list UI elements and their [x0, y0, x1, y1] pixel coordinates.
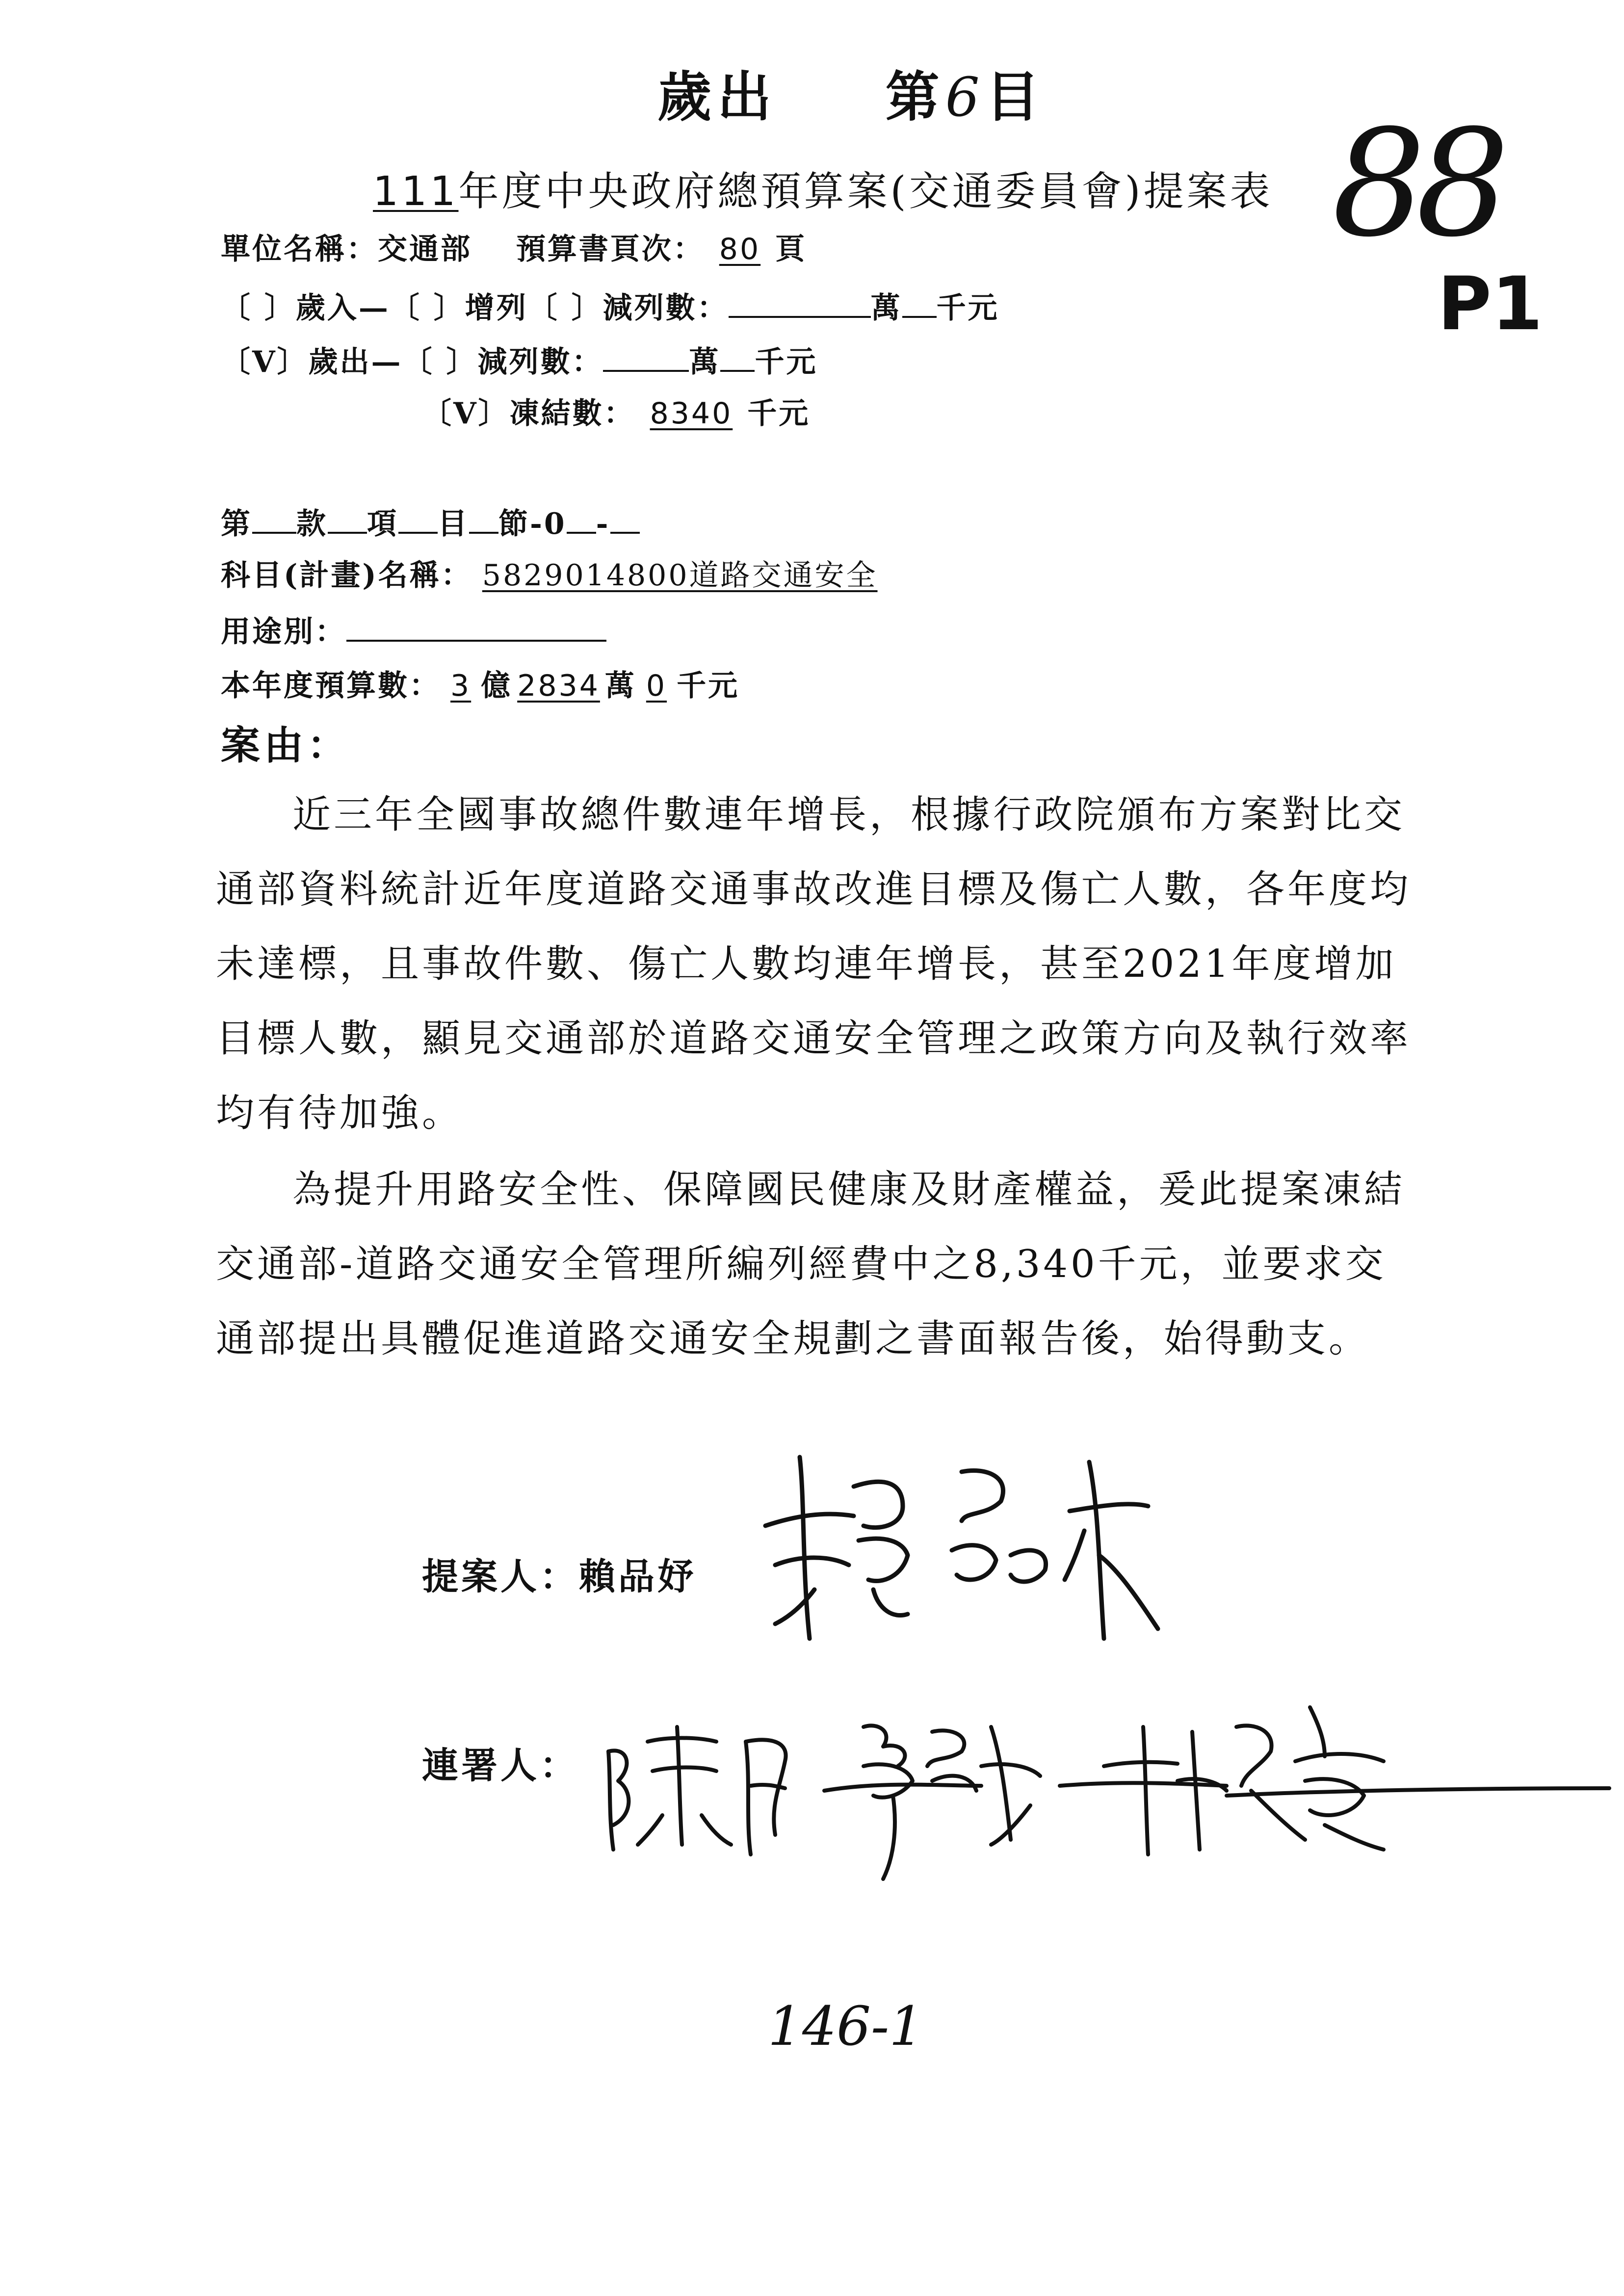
subject-row [221, 552, 888, 594]
page-label: 預算書頁次： [516, 232, 705, 266]
proposer-signature [756, 1442, 1197, 1653]
budget-wan-unit: 萬 [604, 669, 636, 703]
section-row [221, 500, 640, 543]
kuan-blank [252, 502, 296, 534]
unit-row [221, 226, 807, 268]
freeze-label: 凍結數： [509, 396, 635, 431]
usage-row [221, 608, 606, 651]
section-di: 第 [221, 507, 252, 541]
case-paragraph-2: 為提升用路安全性、保障國民健康及財產權益，爰此提案凍結交通部-道路交通安全管理所編列經費中之8,340千元，並要求交通部提出具體促進道路交通安全規劃之書面報告後，始得動支。 [216, 1168, 1406, 1361]
xiang-blank [328, 502, 367, 534]
item-label-pre: 第 [885, 65, 945, 129]
revenue-wan-blank [729, 287, 871, 318]
expense-checkbox: 〔V〕 [221, 345, 309, 379]
subject-value: 5829014800道路交通安全 [482, 558, 878, 593]
budget-yi-unit: 億 [481, 669, 513, 703]
unit-value: 交通部 [378, 232, 472, 266]
expense-wan: 萬 [689, 345, 721, 379]
budget-label: 本年度預算數： [221, 669, 441, 703]
proposer-line [422, 1548, 697, 1600]
decrease-label: 減列數： [602, 291, 729, 325]
budget-wan-value: 2834 [517, 669, 600, 703]
freeze-checkbox: 〔V〕 [422, 396, 510, 431]
expense-label: 歲出— [308, 345, 403, 379]
title-text: 年度中央政府總預算案(交通委員會)提案表 [458, 168, 1273, 215]
expense-qian-blank [720, 340, 755, 372]
section-kuan: 款 [296, 507, 328, 541]
section-dash: - [596, 507, 610, 541]
proposer-name: 賴品妤 [579, 1556, 697, 1598]
increase-label: 增列 [465, 291, 528, 325]
mu-blank [398, 502, 438, 534]
cosigner-signatures [589, 1668, 1619, 1894]
case-paragraph-1: 近三年全國事故總件數連年增長，根據行政院頒布方案對比交通部資料統計近年度道路交通事故改進目標及傷亡人數，各年度均未達標，且事故件數、傷亡人數均連年增長，甚至2021年度增加目標人數，顯見交通部於道路交通安全管理之政策方向及執行效率均有待加強。 [216, 793, 1412, 1135]
form-title [373, 159, 1273, 217]
proposer-label: 提案人： [422, 1556, 579, 1598]
decrease-checkbox: 〔 〕 [527, 291, 603, 325]
cosigner-line [422, 1737, 579, 1789]
usage-blank [346, 610, 606, 642]
revenue-wan: 萬 [870, 291, 902, 325]
dash-blank [610, 502, 640, 534]
expense-row [221, 339, 817, 381]
handwritten-page-mark: P1 [1438, 261, 1543, 347]
budget-yi-value: 3 [450, 669, 471, 703]
increase-checkbox: 〔 〕 [390, 291, 465, 325]
revenue-row [221, 285, 999, 327]
case-body [216, 778, 1418, 1376]
freeze-unit: 千元 [747, 396, 811, 431]
handwritten-footer-page: 146-1 [768, 1995, 924, 2058]
section-jie: 節-0 [498, 507, 567, 541]
expense-wan-blank [603, 340, 689, 372]
cosigner-label: 連署人： [422, 1745, 579, 1787]
section-mu: 目 [438, 507, 469, 541]
page-value: 80 [719, 232, 761, 266]
unit-label: 單位名稱： [221, 232, 378, 266]
revenue-qian: 千元 [936, 291, 999, 325]
revenue-qian-blank [902, 287, 937, 318]
subject-label: 科目(計畫)名稱： [221, 558, 472, 593]
section-xiang: 項 [367, 507, 398, 541]
expense-decrease-label: 減列數： [477, 345, 603, 379]
freeze-value: 8340 [650, 396, 733, 431]
budget-qian-value: 0 [646, 669, 667, 703]
item-number: 6 [945, 66, 986, 129]
jie-blank [469, 502, 498, 534]
revenue-checkbox: 〔 〕 [221, 291, 296, 325]
handwritten-number: 88 [1332, 98, 1500, 269]
section-header [657, 54, 1046, 131]
revenue-label: 歲入— [295, 291, 390, 325]
budget-qian-unit: 千元 [677, 669, 740, 703]
title-year: 111 [373, 168, 459, 215]
header-prefix: 歲出 [657, 65, 777, 129]
jie-sub-blank [567, 502, 596, 534]
item-label-post: 目 [985, 65, 1046, 129]
case-heading: 案由： [221, 722, 350, 768]
page-unit: 頁 [775, 232, 807, 266]
usage-label: 用途別： [221, 615, 346, 649]
budget-row [221, 662, 739, 704]
freeze-row [422, 390, 810, 432]
expense-qian: 千元 [755, 345, 818, 379]
expense-decrease-checkbox: 〔 〕 [402, 345, 478, 379]
